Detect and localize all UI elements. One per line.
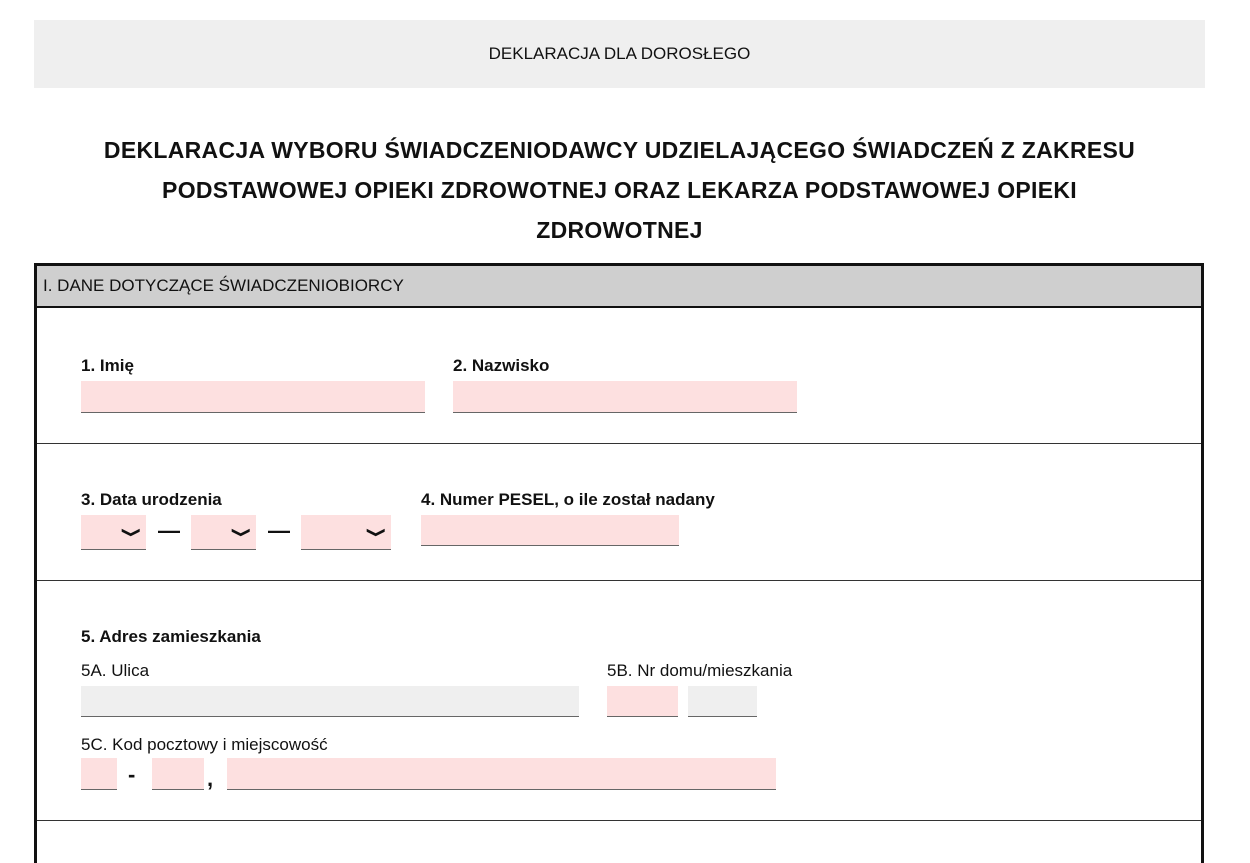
- postal-code-part2-input[interactable]: [152, 758, 204, 790]
- pesel-input[interactable]: [421, 515, 679, 546]
- last-name-input[interactable]: [453, 381, 797, 413]
- last-name-label: 2. Nazwisko: [453, 356, 550, 375]
- pesel-label: 4. Numer PESEL, o ile został nadany: [421, 490, 715, 509]
- chevron-down-icon: ❯: [232, 526, 254, 538]
- birth-year-select[interactable]: [301, 515, 391, 550]
- postal-code-part1-input[interactable]: [81, 758, 117, 790]
- date-separator: —: [268, 518, 290, 543]
- birth-date-label: 3. Data urodzenia: [81, 490, 222, 509]
- section-header: I. DANE DOTYCZĄCE ŚWIADCZENIOBIORCY: [37, 266, 1201, 308]
- street-label: 5A. Ulica: [81, 661, 150, 680]
- chevron-down-icon: ❯: [367, 526, 389, 538]
- first-name-label: 1. Imię: [81, 356, 134, 375]
- divider: [37, 580, 1201, 581]
- divider: [37, 820, 1201, 821]
- birth-day-select[interactable]: [81, 515, 146, 550]
- chevron-down-icon: ❯: [122, 526, 144, 538]
- birth-month-select[interactable]: [191, 515, 256, 550]
- address-label: 5. Adres zamieszkania: [81, 627, 261, 646]
- house-number-label: 5B. Nr domu/mieszkania: [607, 661, 793, 680]
- city-input[interactable]: [227, 758, 776, 790]
- first-name-input[interactable]: [81, 381, 425, 413]
- page-title: [34, 130, 1205, 250]
- postal-hyphen: -: [128, 762, 136, 787]
- house-number-input[interactable]: [607, 686, 678, 717]
- date-separator: —: [158, 518, 180, 543]
- divider: [37, 443, 1201, 444]
- title-line: PODSTAWOWEJ OPIEKI ZDROWOTNEJ ORAZ LEKARZA PODSTAWOWEJ OPIEKI: [162, 177, 1077, 203]
- street-input[interactable]: [81, 686, 579, 717]
- apartment-number-input[interactable]: [688, 686, 757, 717]
- title-line: DEKLARACJA WYBORU ŚWIADCZENIODAWCY UDZIELAJĄCEGO ŚWIADCZEŃ Z ZAKRESU: [103, 137, 1136, 163]
- form-banner: DEKLARACJA DLA DOROSŁEGO: [34, 20, 1205, 88]
- title-line: ZDROWOTNEJ: [536, 217, 703, 243]
- postal-label: 5C. Kod pocztowy i miejscowość: [81, 735, 328, 754]
- comma-separator: ,: [207, 766, 214, 791]
